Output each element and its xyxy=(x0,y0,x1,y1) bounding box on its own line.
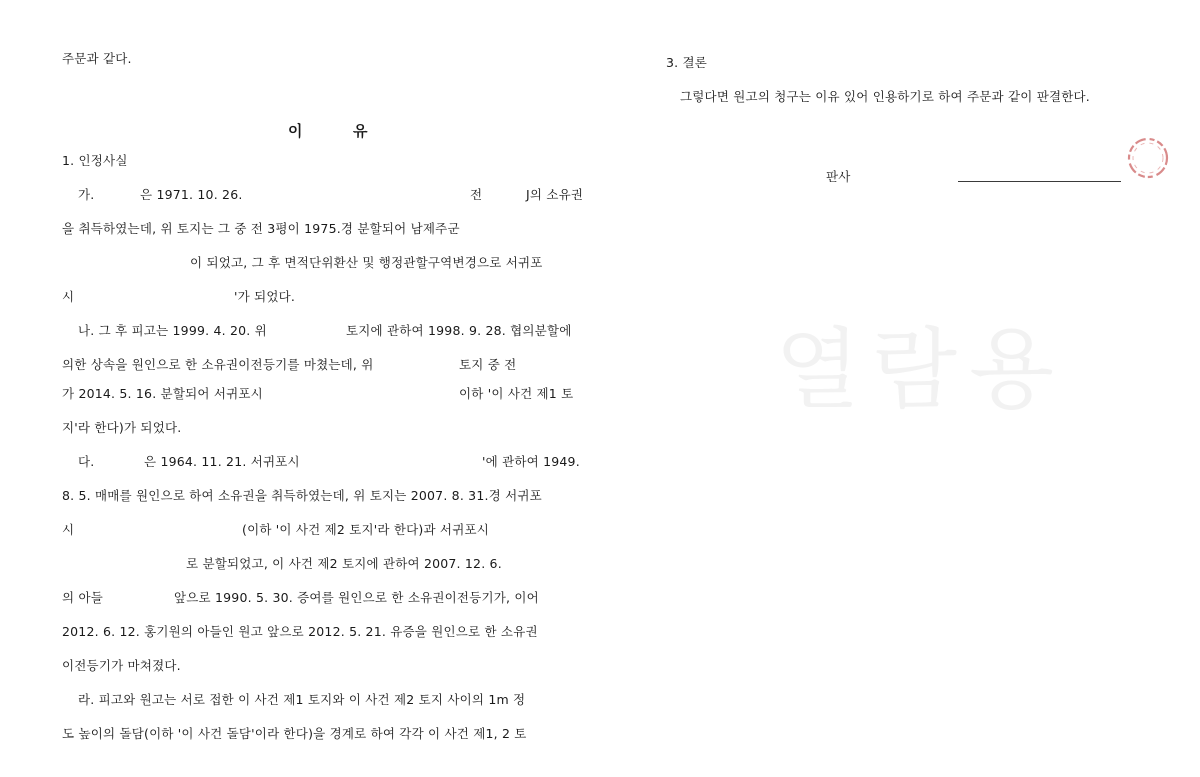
body-line: 시 xyxy=(62,522,75,537)
body-line: 나. 그 후 피고는 1999. 4. 20. 위 xyxy=(78,323,267,338)
body-line: 이하 '이 사건 제1 토 xyxy=(459,386,574,401)
conclusion-text: 그렇다면 원고의 청구는 이유 있어 인용하기로 하여 주문과 같이 판결한다. xyxy=(680,89,1090,104)
body-line: 지'라 한다)가 되었다. xyxy=(62,420,182,435)
signature-line xyxy=(958,181,1121,182)
body-line: 의 아들 xyxy=(62,590,103,605)
body-line: '가 되었다. xyxy=(234,289,296,304)
body-line: 은 1971. 10. 26. xyxy=(140,187,243,202)
section-title-3: 3. 결론 xyxy=(666,55,708,70)
body-line: 을 취득하였는데, 위 토지는 그 중 전 3평이 1975.경 분할되어 남제주군 xyxy=(62,221,460,236)
section-title-1: 1. 인정사실 xyxy=(62,153,128,168)
body-line: '에 관하여 1949. xyxy=(482,454,580,469)
intro-text: 주문과 같다. xyxy=(62,51,132,66)
body-line: 토지에 관하여 1998. 9. 28. 협의분할에 xyxy=(346,323,572,338)
body-line: 의한 상속을 원인으로 한 소유권이전등기를 마쳤는데, 위 xyxy=(62,357,374,372)
heading-char-1: 이 xyxy=(288,122,303,140)
body-line: 가 2014. 5. 16. 분할되어 서귀포시 xyxy=(62,386,263,401)
seal-stamp-icon xyxy=(1124,134,1172,182)
body-line: 전 xyxy=(470,187,483,202)
body-line: 로 분할되었고, 이 사건 제2 토지에 관하여 2007. 12. 6. xyxy=(186,556,502,571)
heading-char-2: 유 xyxy=(353,122,368,140)
body-line: (이하 '이 사건 제2 토지'라 한다)과 서귀포시 xyxy=(242,522,490,537)
body-line: 도 높이의 돌담(이하 '이 사건 돌담'이라 한다)을 경계로 하여 각각 이 사건 제1, 2 토 xyxy=(62,726,527,741)
body-line: 토지 중 전 xyxy=(459,357,517,372)
body-line: 다. xyxy=(78,454,95,469)
body-line: J의 소유권 xyxy=(526,187,584,202)
watermark-text: 열람용 xyxy=(775,318,1067,421)
body-line: 이전등기가 마쳐졌다. xyxy=(62,658,181,673)
body-line: 은 1964. 11. 21. 서귀포시 xyxy=(144,454,300,469)
body-line: 라. 피고와 원고는 서로 접한 이 사건 제1 토지와 이 사건 제2 토지 사이의 1m 정 xyxy=(78,692,526,707)
body-line: 이 되었고, 그 후 면적단위환산 및 행정관할구역변경으로 서귀포 xyxy=(190,255,543,270)
judge-label: 판사 xyxy=(826,169,851,184)
body-line: 시 xyxy=(62,289,75,304)
body-line: 가. xyxy=(78,187,95,202)
body-line: 앞으로 1990. 5. 30. 증여를 원인으로 한 소유권이전등기가, 이어 xyxy=(174,590,539,605)
body-line: 2012. 6. 12. 홍기원의 아들인 원고 앞으로 2012. 5. 21. 유증을 원인으로 한 소유권 xyxy=(62,624,538,639)
body-line: 8. 5. 매매를 원인으로 하여 소유권을 취득하였는데, 위 토지는 2007. 8. 31.경 서귀포 xyxy=(62,488,542,503)
